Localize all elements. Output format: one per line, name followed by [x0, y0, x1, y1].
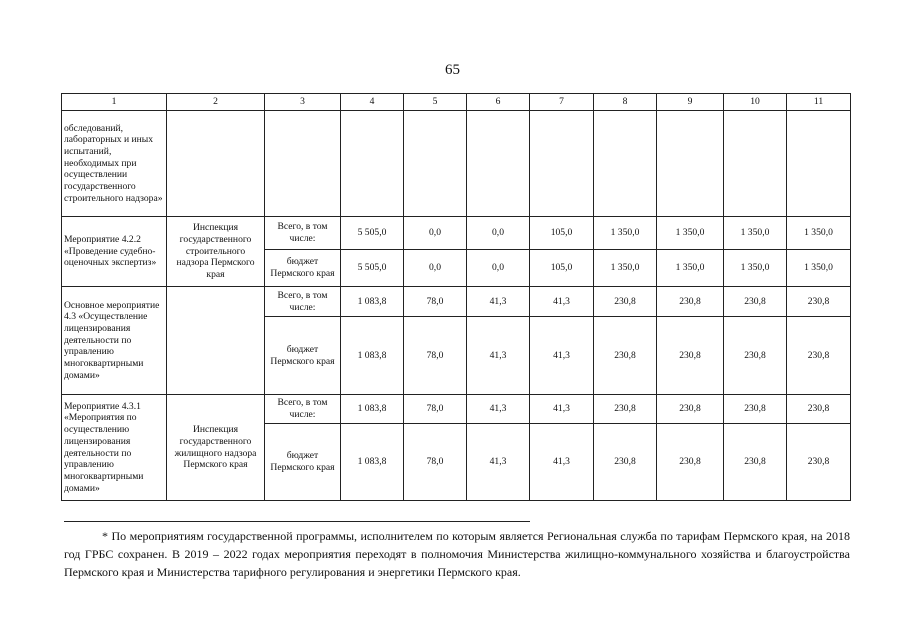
empty-cell: [530, 111, 594, 217]
empty-cell: [724, 111, 787, 217]
value-cell: 1 083,8: [341, 424, 404, 501]
header-cell: 9: [657, 94, 724, 111]
executor-cell: Инспекция государственного строительного надзора Пермского края: [167, 217, 265, 287]
value-cell: 78,0: [404, 287, 467, 317]
empty-cell: [467, 111, 530, 217]
empty-cell: [787, 111, 851, 217]
header-cell: 4: [341, 94, 404, 111]
funding-label-cell: Всего, в том числе:: [265, 217, 341, 250]
value-cell: 230,8: [787, 424, 851, 501]
value-cell: 1 350,0: [787, 250, 851, 287]
value-cell: 230,8: [657, 287, 724, 317]
funding-label-cell: бюджет Пермского края: [265, 250, 341, 287]
footnote-divider: [64, 521, 530, 522]
value-cell: 230,8: [594, 317, 657, 395]
value-cell: 0,0: [467, 217, 530, 250]
value-cell: 1 083,8: [341, 317, 404, 395]
activity-name-cell: Мероприятие 4.3.1 «Мероприятия по осуществлению лицензирования деятельности по управлению многоквартирными домами»: [62, 395, 167, 501]
value-cell: 78,0: [404, 424, 467, 501]
value-cell: 1 350,0: [657, 217, 724, 250]
value-cell: 230,8: [724, 424, 787, 501]
value-cell: 1 350,0: [657, 250, 724, 287]
funding-label-cell: Всего, в том числе:: [265, 395, 341, 424]
value-cell: 230,8: [594, 424, 657, 501]
value-cell: 41,3: [530, 317, 594, 395]
value-cell: 1 350,0: [724, 250, 787, 287]
value-cell: 5 505,0: [341, 217, 404, 250]
value-cell: 0,0: [404, 250, 467, 287]
continuation-name-cell: обследований, лабораторных и иных испытаний, необходимых при осуществлении государственного строительного надзора»: [62, 111, 167, 217]
header-cell: 10: [724, 94, 787, 111]
funding-label-cell: Всего, в том числе:: [265, 287, 341, 317]
empty-cell: [657, 111, 724, 217]
value-cell: 41,3: [530, 287, 594, 317]
header-row: [62, 94, 851, 111]
header-cell: 1: [62, 94, 167, 111]
value-cell: 230,8: [657, 424, 724, 501]
value-cell: 230,8: [657, 395, 724, 424]
empty-cell: [594, 111, 657, 217]
page-number: 65: [445, 62, 460, 78]
value-cell: 41,3: [467, 395, 530, 424]
table-row: [62, 287, 851, 317]
value-cell: 230,8: [724, 317, 787, 395]
footnote: * По мероприятиям государственной программы, исполнителем по которым является Региональная служба по тарифам Пермского края, на 2018 год ГРБС сохранен. В 2019 – 2022 годах мероприятия переходят в полномочия Министерства жилищно-коммунального хозяйства и благоустройства Пермского края и Министерства тарифного регулирования и энергетики Пермского края.: [64, 529, 850, 579]
value-cell: 78,0: [404, 395, 467, 424]
header-cell: 3: [265, 94, 341, 111]
value-cell: 1 350,0: [594, 217, 657, 250]
activity-name-cell: Мероприятие 4.2.2 «Проведение судебно-оценочных экспертиз»: [62, 217, 167, 287]
table-row: [62, 395, 851, 424]
value-cell: 41,3: [467, 317, 530, 395]
value-cell: 230,8: [657, 317, 724, 395]
empty-cell: [404, 111, 467, 217]
empty-cell: [265, 111, 341, 217]
value-cell: 105,0: [530, 250, 594, 287]
activity-name-cell: Основное мероприятие 4.3 «Осуществление лицензирования деятельности по управлению многоквартирными домами»: [62, 287, 167, 395]
executor-cell: Инспекция государственного жилищного надзора Пермского края: [167, 395, 265, 501]
value-cell: 1 083,8: [341, 287, 404, 317]
funding-label-cell: бюджет Пермского края: [265, 424, 341, 501]
value-cell: 1 350,0: [724, 217, 787, 250]
value-cell: 230,8: [594, 395, 657, 424]
header-cell: 2: [167, 94, 265, 111]
value-cell: 41,3: [467, 424, 530, 501]
empty-cell: [341, 111, 404, 217]
value-cell: 41,3: [467, 287, 530, 317]
value-cell: 230,8: [787, 287, 851, 317]
value-cell: 1 083,8: [341, 395, 404, 424]
value-cell: 0,0: [404, 217, 467, 250]
table-row: [62, 217, 851, 250]
empty-cell: [167, 111, 265, 217]
value-cell: 0,0: [467, 250, 530, 287]
value-cell: 230,8: [787, 317, 851, 395]
value-cell: 41,3: [530, 395, 594, 424]
value-cell: 230,8: [787, 395, 851, 424]
header-cell: 7: [530, 94, 594, 111]
table-row: [62, 111, 851, 217]
header-cell: 8: [594, 94, 657, 111]
value-cell: 230,8: [724, 395, 787, 424]
value-cell: 230,8: [594, 287, 657, 317]
value-cell: 78,0: [404, 317, 467, 395]
value-cell: 1 350,0: [787, 217, 851, 250]
funding-label-cell: бюджет Пермского края: [265, 317, 341, 395]
value-cell: 41,3: [530, 424, 594, 501]
executor-cell: [167, 287, 265, 395]
header-cell: 11: [787, 94, 851, 111]
value-cell: 1 350,0: [594, 250, 657, 287]
program-table: [61, 93, 851, 501]
value-cell: 230,8: [724, 287, 787, 317]
value-cell: 5 505,0: [341, 250, 404, 287]
value-cell: 105,0: [530, 217, 594, 250]
header-cell: 6: [467, 94, 530, 111]
header-cell: 5: [404, 94, 467, 111]
